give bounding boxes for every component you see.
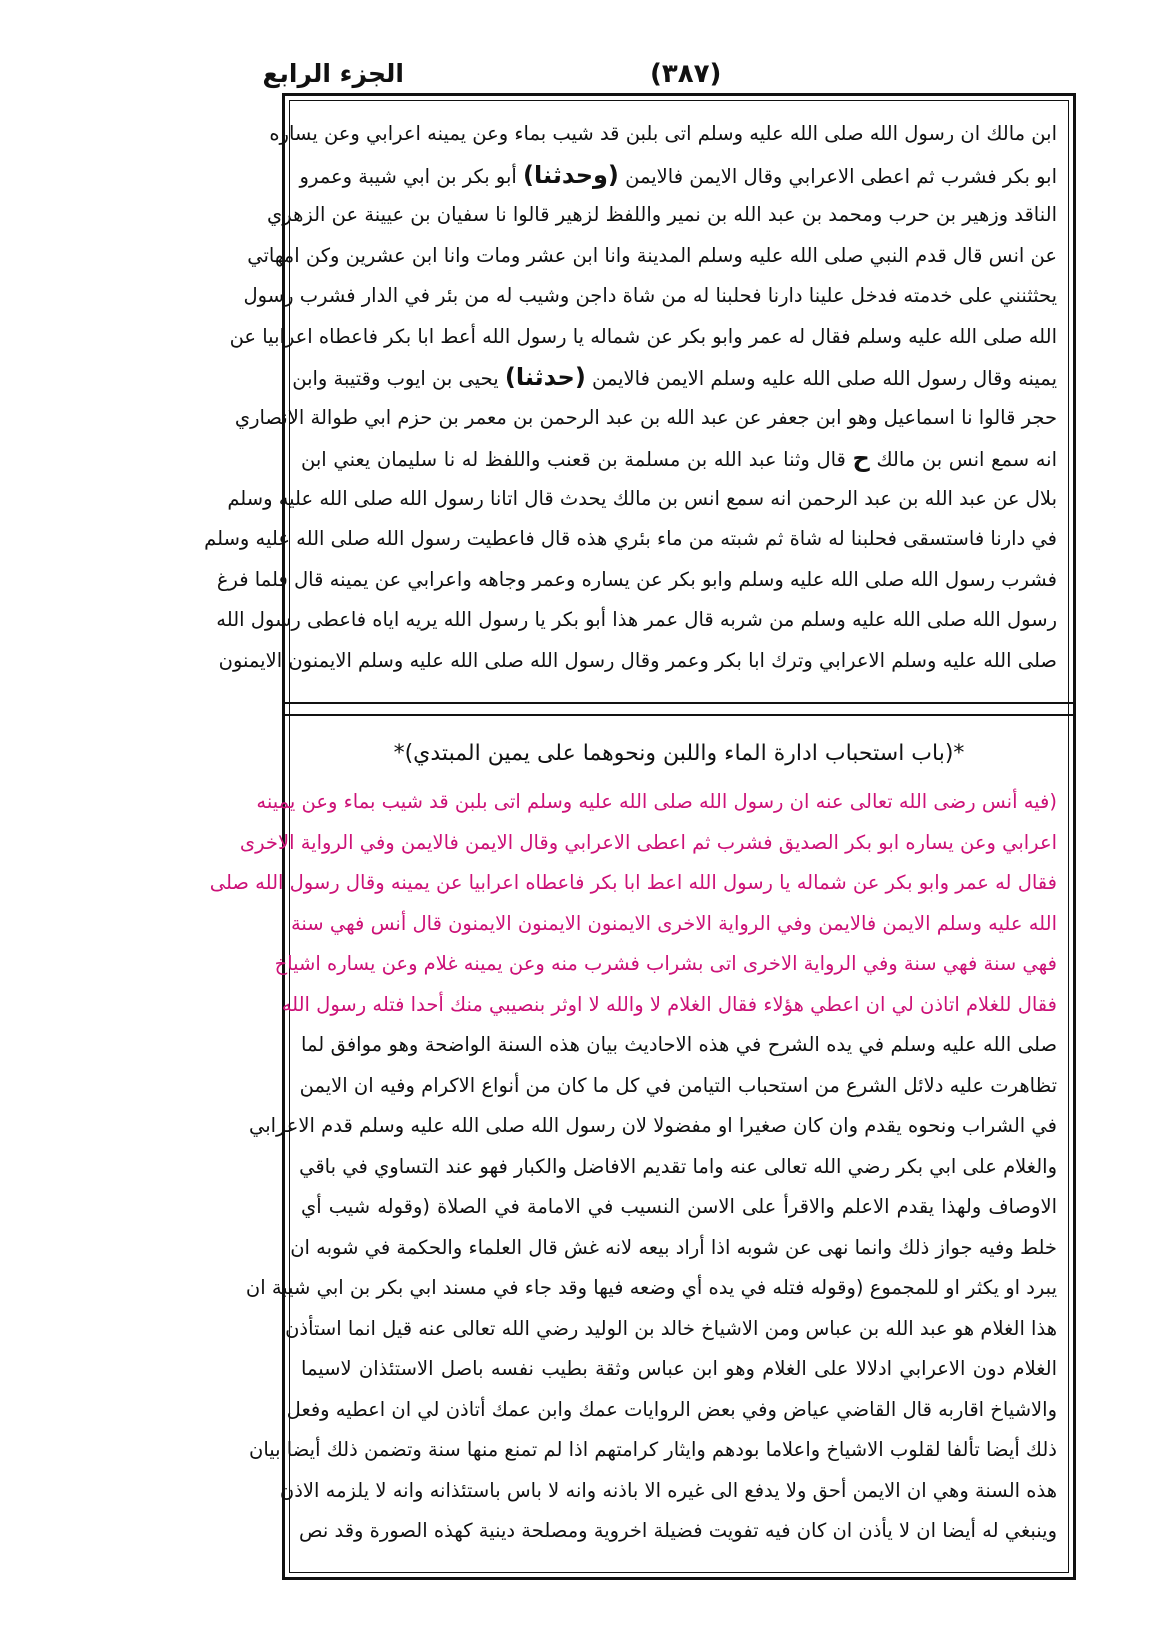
- commentary-line: فقال له عمر وابو بكر عن شماله يا رسول الله اعط ابا بكر فاعطاه اعرابيا عن يمينه وقال رسول الله صلى: [209, 871, 1057, 894]
- commentary-line: في الشراب ونحوه يقدم وان كان صغيرا او مفضولا لان رسول الله صلى الله عليه وسلم قدم الاعرابي: [248, 1114, 1057, 1137]
- commentary-line: وينبغي له أيضا ان لا يأذن ان كان فيه تفويت فضيلة اخروية ومصلحة دينية كهذه الصورة وقد نص: [298, 1519, 1057, 1542]
- commentary-line: فقال للغلام اتاذن لي ان اعطي هؤلاء فقال الغلام لا والله لا اوثر بنصيبي منك أحدا فتله رسول الله: [281, 992, 1057, 1016]
- commentary-line: ذلك أيضا تألفا لقلوب الاشياخ واعلاما بودهم وايثار كرامتهم اذا لم تمنع منها سنة وتضمن ذلك أيضا بيان: [249, 1438, 1057, 1461]
- hadith-line: رسول الله صلى الله عليه وسلم من شربه قال عمر هذا أبو بكر يا رسول الله يريه اياه فاعطى رسول الله: [216, 608, 1057, 631]
- commentary-text-block: [209, 728, 1057, 1552]
- commentary-line: الاوصاف ولهذا يقدم الاعلم والاقرأ على الاسن النسيب في الامامة في الصلاة (وقوله شيب أي: [301, 1195, 1057, 1218]
- hadith-line: فشرب رسول الله صلى الله عليه وسلم وابو بكر عن يساره وعمر وجاهه واعرابي عن يمينه قال فلما فرغ: [216, 567, 1057, 591]
- hadith-line: [301, 155, 1057, 196]
- commentary-line: (فيه أنس رضى الله تعالى عنه ان رسول الله صلى الله عليه وسلم اتى بلبن قد شيب بماء وعن يمينه: [256, 790, 1057, 813]
- section-divider: [285, 702, 1073, 716]
- hadith-line: صلى الله عليه وسلم الاعرابي وترك ابا بكر وعمر وقال رسول الله صلى الله عليه وسلم الايمنون الايمنون: [218, 648, 1057, 672]
- page-number: (٣٨٧): [650, 59, 722, 89]
- hadith-line: يحثثنني على خدمته فدخل علينا دارنا فحلبنا له من شاة داجن وشيب له من بئر في الدار فشرب رسول: [243, 284, 1057, 307]
- hadith-line: عن انس قال قدم النبي صلى الله عليه وسلم المدينة وانا ابن عشر ومات وانا ابن عشرين وكن امهاتي: [247, 243, 1057, 267]
- hadith-line: [292, 357, 1057, 398]
- commentary-line: الغلام دون الاعرابي ادلالا على الغلام وهو ابن عباس وثقة بطيب نفسه باصل الاستئذان لاسيما: [301, 1357, 1057, 1380]
- page-header-volume: الجزء الرابع: [262, 59, 404, 88]
- commentary-line: صلى الله عليه وسلم في يده الشرح في هذه الاحاديث بيان هذه السنة الواضحة وهو موافق لما: [301, 1033, 1057, 1056]
- chain-heading: (وحدثنا): [523, 160, 619, 189]
- hadith-line: الناقد وزهير بن حرب ومحمد بن عبد الله بن نمير واللفظ لزهير قالوا نا سفيان بن عيينة عن الزهري: [267, 203, 1057, 226]
- hadith-line: حجر قالوا نا اسماعيل وهو ابن جعفر عن عبد الله بن عبد الرحمن بن معمر بن حزم ابي طوالة الانصاري: [234, 405, 1057, 429]
- hadith-line-text: يمينه وقال رسول الله صلى الله عليه وسلم الايمن فالايمن: [592, 367, 1057, 390]
- hadith-line: ابن مالك ان رسول الله صلى الله عليه وسلم اتى بلبن قد شيب بماء وعن يمينه اعرابي وعن يساره: [269, 122, 1057, 145]
- hadith-line: في دارنا فاستسقى فحلبنا له شاة ثم شبته من ماء بئري هذه قال فاعطيت رسول الله صلى الله عليه وسلم: [204, 527, 1057, 550]
- commentary-line: يبرد او يكثر او للمجموع (وقوله فتله في يده أي وضعه فيها وقد جاء في مسند ابي بكر بن ابي شيبة ان: [245, 1276, 1057, 1299]
- commentary-line: هذا الغلام هو عبد الله بن عباس ومن الاشياخ خالد بن الوليد رضي الله تعالى عنه قيل انما استأذن: [285, 1316, 1057, 1340]
- hadith-text-block: [204, 114, 1058, 681]
- chapter-title: *(باب استحباب ادارة الماء واللبن ونحوهما على يمين المبتدي)*: [393, 741, 965, 766]
- commentary-line: هذه السنة وهي ان الايمن أحق ولا يدفع الى غيره الا باذنه وانه لا باس باستئذانه وانه لا يلزمه الاذن: [279, 1478, 1057, 1502]
- hadith-line-text: يحيى بن ايوب وقتيبة وابن: [292, 367, 499, 390]
- hadith-line: بلال عن عبد الله بن عبد الرحمن انه سمع انس بن مالك يحدث قال اتانا رسول الله صلى الله عليه وسلم: [227, 486, 1057, 510]
- commentary-line: فهي سنة فهي سنة وفي الرواية الاخرى اتى بشراب فشرب منه وعن يمينه غلام وعن يساره اشياخ: [274, 952, 1057, 975]
- hadith-line-text: ابو بكر فشرب ثم اعطى الاعرابي وقال الايمن فالايمن: [625, 164, 1057, 188]
- hadith-line: الله صلى الله عليه وسلم فقال له عمر وابو بكر عن شماله يا رسول الله أعط ابا بكر فاعطاه اعرابيا عن: [229, 324, 1057, 348]
- commentary-line: اعرابي وعن يساره ابو بكر الصديق فشرب ثم اعطى الاعرابي وقال الايمن فالايمن وفي الرواية الاخرى: [239, 830, 1057, 854]
- hadith-line-text: قال وثنا عبد الله بن مسلمة بن قعنب واللفظ له نا سليمان يعني ابن: [301, 448, 846, 471]
- tahwil-marker: ح: [852, 444, 870, 472]
- chain-heading: (حدثنا): [504, 363, 586, 391]
- hadith-line: [301, 438, 1057, 479]
- commentary-line: خلط وفيه جواز ذلك وانما نهى عن شوبه اذا أراد بيعه لانه غش قال العلماء والحكمة في شوبه ان: [290, 1235, 1057, 1259]
- commentary-line: تظاهرت عليه دلائل الشرع من استحباب التيامن في كل ما كان من أنواع الاكرام وفيه ان الايمن: [299, 1073, 1057, 1097]
- commentary-line: والغلام على ابي بكر رضي الله تعالى عنه واما تقديم الافاضل والكبار فهو عند التساوي في باقي: [299, 1154, 1057, 1178]
- commentary-line: الله عليه وسلم الايمن فالايمن وفي الرواية الاخرى الايمنون الايمنون الايمنون قال أنس فهي سنة: [290, 911, 1057, 935]
- hadith-line-text: أبو بكر بن ابي شيبة وعمرو: [299, 164, 517, 188]
- commentary-line: والاشياخ اقاربه قال القاضي عياض وفي بعض الروايات عمك وابن عمك أتاذن لي ان اعطيه وفعل: [286, 1397, 1057, 1421]
- page-frame: [204, 93, 1076, 1580]
- hadith-line-text: انه سمع انس بن مالك: [876, 448, 1058, 471]
